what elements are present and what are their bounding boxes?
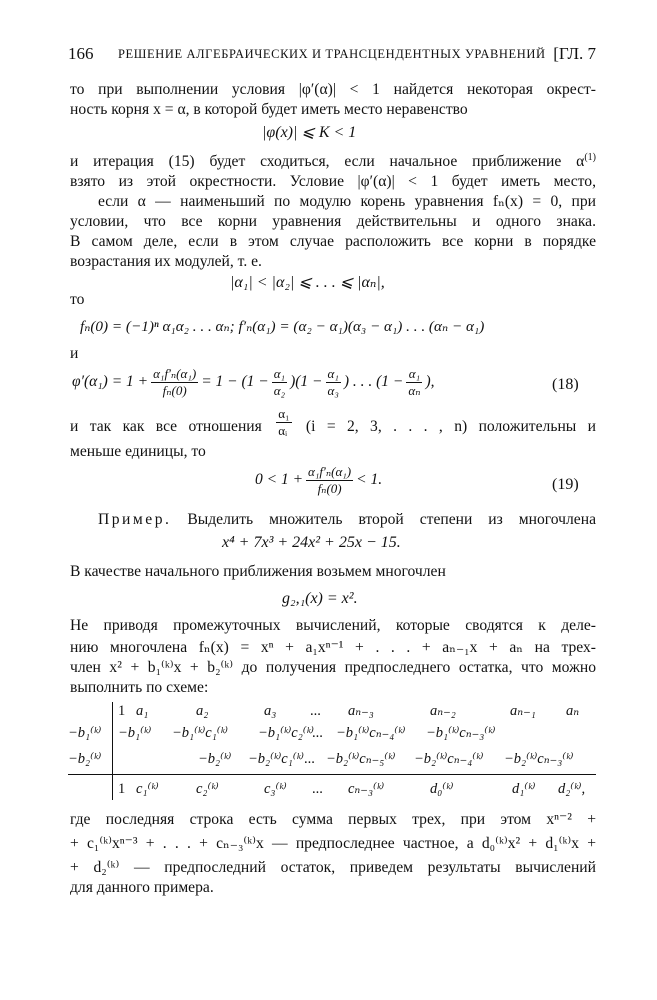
- fraction: [326, 366, 341, 399]
- equation-18: [72, 366, 435, 399]
- text-line: то при выполнении условия |φ′(α)| < 1 найдется некоторая окрест-: [70, 81, 596, 98]
- scheme-cell: 1: [118, 703, 126, 719]
- scheme-cell: ...: [304, 751, 315, 767]
- equation-number: (18): [552, 376, 579, 393]
- fraction-denominator: αᵢ: [278, 423, 288, 438]
- text-line: возрастания их модулей, т. е.: [70, 253, 262, 270]
- scheme-cell: −b₂⁽ᵏ⁾cₙ₋₃⁽ᵏ⁾: [504, 751, 574, 767]
- fraction-numerator: α₁: [278, 406, 290, 421]
- running-header: [68, 44, 596, 68]
- superscript: (1): [584, 151, 596, 163]
- text-line: член x² + b₁⁽ᵏ⁾x + b₂⁽ᵏ⁾ до получения предпоследнего остатка, что можно: [70, 659, 596, 676]
- text-line: для данного примера.: [70, 879, 214, 896]
- scheme-cell: a₃: [264, 703, 277, 719]
- text-line: [70, 152, 596, 172]
- scheme-cell: 1: [118, 781, 126, 797]
- fraction-numerator: α₁: [327, 366, 339, 381]
- text-line: выполнить по схеме:: [70, 679, 209, 696]
- scheme-cell: a₂: [196, 703, 209, 719]
- text-line: ность корня x = α, в которой будет иметь место неравенство: [70, 101, 468, 118]
- text-span: и итерация (15) будет сходиться, если начальное приближение α: [70, 153, 585, 170]
- text-line: если α — наименьший по модулю корень уравнения fₙ(x) = 0, при: [98, 193, 596, 210]
- text-line: Не приводя промежуточных вычислений, которые сводятся к деле-: [70, 617, 596, 634]
- scheme-cell: aₙ₋₂: [430, 703, 456, 719]
- division-scheme: [68, 700, 596, 804]
- fraction-denominator: fₙ(0): [162, 383, 187, 398]
- eq-part: = 1 − (1 −: [201, 373, 269, 391]
- scheme-cell: ...: [312, 725, 323, 741]
- fraction-denominator: αₙ: [408, 383, 421, 398]
- text-span: (i = 2, 3, . . . , n) положительны и: [305, 418, 596, 436]
- page-number: 166: [68, 44, 94, 63]
- scheme-cell: cₙ₋₃⁽ᵏ⁾: [348, 781, 385, 797]
- text-span: и так как все отношения: [70, 418, 262, 436]
- eq-part: ) . . . (1 −: [343, 373, 404, 391]
- scheme-cell: −b₂⁽ᵏ⁾cₙ₋₅⁽ᵏ⁾: [326, 751, 396, 767]
- fraction: [276, 406, 291, 439]
- inequality: |α₁| < |α₂| ⩽ . . . ⩽ |αₙ|,: [230, 274, 385, 291]
- scheme-cell: a₁: [136, 703, 149, 719]
- text-line: где последняя строка есть сумма первых трех, при этом xⁿ⁻² +: [70, 811, 596, 828]
- scheme-cell: ...: [310, 703, 321, 719]
- scheme-cell: −b₁⁽ᵏ⁾c₁⁽ᵏ⁾: [172, 725, 228, 741]
- text-line: [70, 406, 596, 439]
- fraction-numerator: α₁f′ₙ(α₁): [308, 464, 352, 479]
- scheme-cell: aₙ₋₁: [510, 703, 536, 719]
- scheme-cell: ...: [312, 781, 323, 797]
- text-line: + d₂⁽ᵏ⁾ — предпоследний остаток, приведем результаты вычислений: [70, 859, 596, 876]
- eq-part: )(1 −: [290, 373, 323, 391]
- equation-19: [255, 464, 382, 497]
- eq-part: 0 < 1 +: [255, 471, 304, 489]
- text-line: и: [70, 345, 79, 362]
- scheme-cell: c₂⁽ᵏ⁾: [196, 781, 219, 797]
- fraction: [306, 464, 353, 497]
- text-line: В качестве начального приближения возьмем многочлен: [70, 563, 446, 580]
- scheme-cell: d₂⁽ᵏ⁾,: [558, 781, 586, 797]
- fraction-denominator: α₃: [327, 383, 339, 398]
- scheme-cell: c₃⁽ᵏ⁾: [264, 781, 287, 797]
- text-line: условии, что все корни уравнения действительны и одного знака.: [70, 213, 596, 230]
- scheme-cell: −b₂⁽ᵏ⁾c₁⁽ᵏ⁾: [248, 751, 304, 767]
- text-line: то: [70, 291, 85, 308]
- eq-part: φ′(α₁) = 1 +: [72, 373, 149, 391]
- text-line: [98, 510, 596, 530]
- eq-part: ),: [425, 373, 435, 391]
- scheme-cell: −b₂⁽ᵏ⁾: [198, 751, 232, 767]
- equation: fₙ(0) = (−1)ⁿ α₁α₂ . . . αₙ; f′ₙ(α₁) = (α₂ − α₁)(α₃ − α₁) . . . (αₙ − α₁): [80, 318, 485, 335]
- text-line: меньше единицы, то: [70, 443, 206, 460]
- scheme-row-label: −b₁⁽ᵏ⁾: [68, 725, 102, 741]
- scheme-row-label: −b₂⁽ᵏ⁾: [68, 751, 102, 767]
- chapter-marker: [ГЛ. 7: [553, 44, 596, 63]
- inequality: |φ(x)| ⩽ K < 1: [262, 124, 357, 141]
- fraction-numerator: α₁: [406, 366, 422, 383]
- fraction: [151, 366, 198, 399]
- equation-number: (19): [552, 476, 579, 493]
- polynomial: x⁴ + 7x³ + 24x² + 25x − 15.: [222, 534, 401, 551]
- scheme-cell: −b₁⁽ᵏ⁾cₙ₋₃⁽ᵏ⁾: [426, 725, 496, 741]
- fraction: [272, 366, 287, 399]
- scheme-vertical-rule: [112, 702, 113, 800]
- fraction-denominator: fₙ(0): [317, 481, 342, 496]
- scheme-cell: −b₂⁽ᵏ⁾cₙ₋₄⁽ᵏ⁾: [414, 751, 484, 767]
- scheme-cell: aₙ: [566, 703, 580, 719]
- example-label: Пример.: [98, 511, 172, 528]
- fraction-numerator: α₁f′ₙ(α₁): [153, 366, 197, 381]
- scheme-cell: aₙ₋₃: [348, 703, 374, 719]
- text-line: нию многочлена fₙ(x) = xⁿ + a₁xⁿ⁻¹ + . . . + aₙ₋₁x + aₙ на трех-: [70, 639, 596, 656]
- fraction: [406, 366, 422, 399]
- text-span: Выделить множитель второй степени из многочлена: [187, 511, 596, 528]
- text-line: взято из этой окрестности. Условие |φ′(α)| < 1 будет иметь место,: [70, 173, 596, 190]
- scheme-cell: c₁⁽ᵏ⁾: [136, 781, 159, 797]
- fraction-numerator: α₁: [273, 366, 286, 381]
- scheme-cell: −b₁⁽ᵏ⁾: [118, 725, 152, 741]
- running-title: РЕШЕНИЕ АЛГЕБРАИЧЕСКИХ И ТРАНСЦЕНДЕНТНЫХ УРАВНЕНИЙ: [118, 47, 546, 61]
- fraction-denominator: α₂: [273, 383, 286, 398]
- scheme-horizontal-rule: [68, 774, 596, 775]
- scheme-cell: −b₁⁽ᵏ⁾c₂⁽ᵏ⁾: [258, 725, 314, 741]
- eq-part: < 1.: [356, 471, 383, 489]
- text-line: В самом деле, если в этом случае расположить все корни в порядке: [70, 233, 596, 250]
- scheme-cell: d₀⁽ᵏ⁾: [430, 781, 454, 797]
- text-line: + c₁⁽ᵏ⁾xⁿ⁻³ + . . . + cₙ₋₃⁽ᵏ⁾x — предпоследнее частное, а d₀⁽ᵏ⁾x² + d₁⁽ᵏ⁾x +: [70, 835, 596, 852]
- scheme-cell: −b₁⁽ᵏ⁾cₙ₋₄⁽ᵏ⁾: [336, 725, 406, 741]
- equation: g₂,₁(x) = x².: [282, 590, 358, 607]
- scheme-cell: d₁⁽ᵏ⁾: [512, 781, 536, 797]
